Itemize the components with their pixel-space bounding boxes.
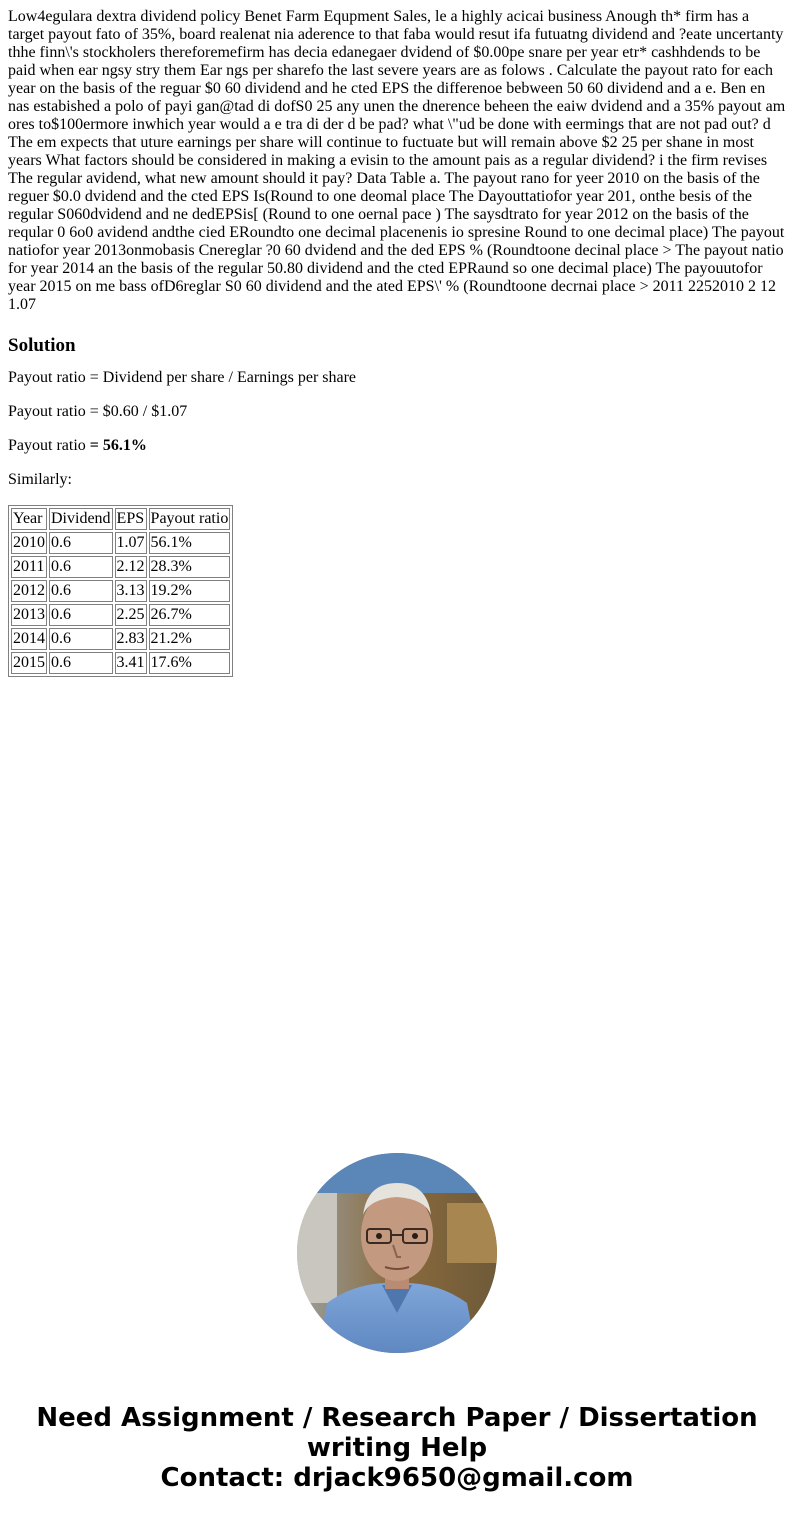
payout-ratio-table	[8, 505, 233, 677]
table-row	[11, 580, 230, 602]
result-value: = 56.1%	[89, 437, 147, 454]
cell-payout-ratio: 26.7%	[149, 604, 231, 626]
cell-payout-ratio: 21.2%	[149, 628, 231, 650]
contact-footer	[0, 1403, 794, 1493]
result-prefix: Payout ratio	[8, 437, 90, 454]
cell-dividend: 0.6	[49, 580, 113, 602]
cell-payout-ratio: 28.3%	[149, 556, 231, 578]
cell-eps: 3.13	[115, 580, 147, 602]
cell-payout-ratio: 17.6%	[149, 652, 231, 674]
cell-eps: 3.41	[115, 652, 147, 674]
formula-line: Payout ratio = Dividend per share / Earnings per share	[8, 369, 357, 386]
table-header-row	[11, 508, 230, 530]
table-row	[11, 628, 230, 650]
cell-dividend: 0.6	[49, 652, 113, 674]
cell-dividend: 0.6	[49, 556, 113, 578]
cell-year: 2014	[11, 628, 47, 650]
cell-eps: 2.83	[115, 628, 147, 650]
cell-year: 2011	[11, 556, 47, 578]
author-avatar	[297, 1153, 497, 1353]
question-text: Low4egulara dextra dividend policy Benet Farm Equpment Sales, le a highly acicai business Anough th* firm has a target payout fato of 35%, board realenat nia aderence to that faba would resut ifa futuatng dividend and ?eate uncertanty thhe finn\'s stockholers thereforemefirm has decia edanegaer dvidend of $0.00pe snare per year etr* cashhdends to be paid when ear ngsy stry them Ear ngs per sharefo the last severe years are as folows . Calculate the payout rato for each year on the basis of the reguar $0 60 dividend and he cted EPS the differenoe bebween 50 60 dividend and a e. Ben en nas estabished a polo of payi gan@tad di dofS0 25 any unen the dnerence beheen the eaiw dvidend and a 35% payout am ores to$100ermore inwhich year would a e tra di der d be pad? what \"ud be done with eermings that are not pad out? d The em expects that uture earnings per share will continue to fuctuate but will remain above $2 25 per shane in most years What factors should be considered in making a evisin to the amount pais as a regular dividend? i the firm revises The regular avidend, what new amount should it pay? Data Table a. The payout rano for yeer 2010 on the basis of the reguer $0.0 dvidend and the cted EPS Is(Round to one deomal place The Dayouttatiofor year 201, onthe besis of the regular S060dvidend and ne dedEPSis[ (Round to one oernal pace ) The saysdtrato for year 2012 on the basis of the reqular 0 6o0 avidend andthe cied ERoundto one decimal placenenis io spresine Round to one decimal place) The payout natiofor year 2013onmobasis Cnereglar ?0 60 dvidend and the ded EPS % (Roundtoone decinal place > The payout natio for year 2014 an the basis of the regular 50.80 dividend and the cted EPRaund so one decimal place) The payouutofor year 2015 on me bass ofD6reglar S0 60 dividend and the ated EPS\' % (Roundtoone decrnai place > 2011 2252010 2 12 1.07	[8, 8, 786, 313]
cell-year: 2013	[11, 604, 47, 626]
cell-dividend: 0.6	[49, 604, 113, 626]
footer-line-1: Need Assignment / Research Paper / Dissertation	[36, 1403, 758, 1433]
cell-payout-ratio: 19.2%	[149, 580, 231, 602]
cell-eps: 1.07	[115, 532, 147, 554]
footer-line-2: writing Help	[306, 1433, 488, 1463]
footer-contact-line: Contact: drjack9650@gmail.com	[160, 1463, 634, 1493]
cell-eps: 2.25	[115, 604, 147, 626]
author-portrait-image	[297, 1153, 497, 1353]
table-row	[11, 604, 230, 626]
document-body	[0, 0, 794, 677]
cell-year: 2012	[11, 580, 47, 602]
cell-dividend: 0.6	[49, 628, 113, 650]
calculation-line: Payout ratio = $0.60 / $1.07	[8, 403, 188, 420]
similarly-line: Similarly:	[8, 471, 72, 488]
table-row	[11, 652, 230, 674]
header-dividend: Dividend	[49, 508, 113, 530]
table-row	[11, 532, 230, 554]
solution-heading: Solution	[8, 335, 76, 356]
result-line	[8, 437, 786, 455]
header-year: Year	[11, 508, 47, 530]
cell-eps: 2.12	[115, 556, 147, 578]
table-row	[11, 556, 230, 578]
cell-year: 2015	[11, 652, 47, 674]
header-payout-ratio: Payout ratio	[149, 508, 231, 530]
cell-dividend: 0.6	[49, 532, 113, 554]
cell-payout-ratio: 56.1%	[149, 532, 231, 554]
cell-year: 2010	[11, 532, 47, 554]
header-eps: EPS	[115, 508, 147, 530]
